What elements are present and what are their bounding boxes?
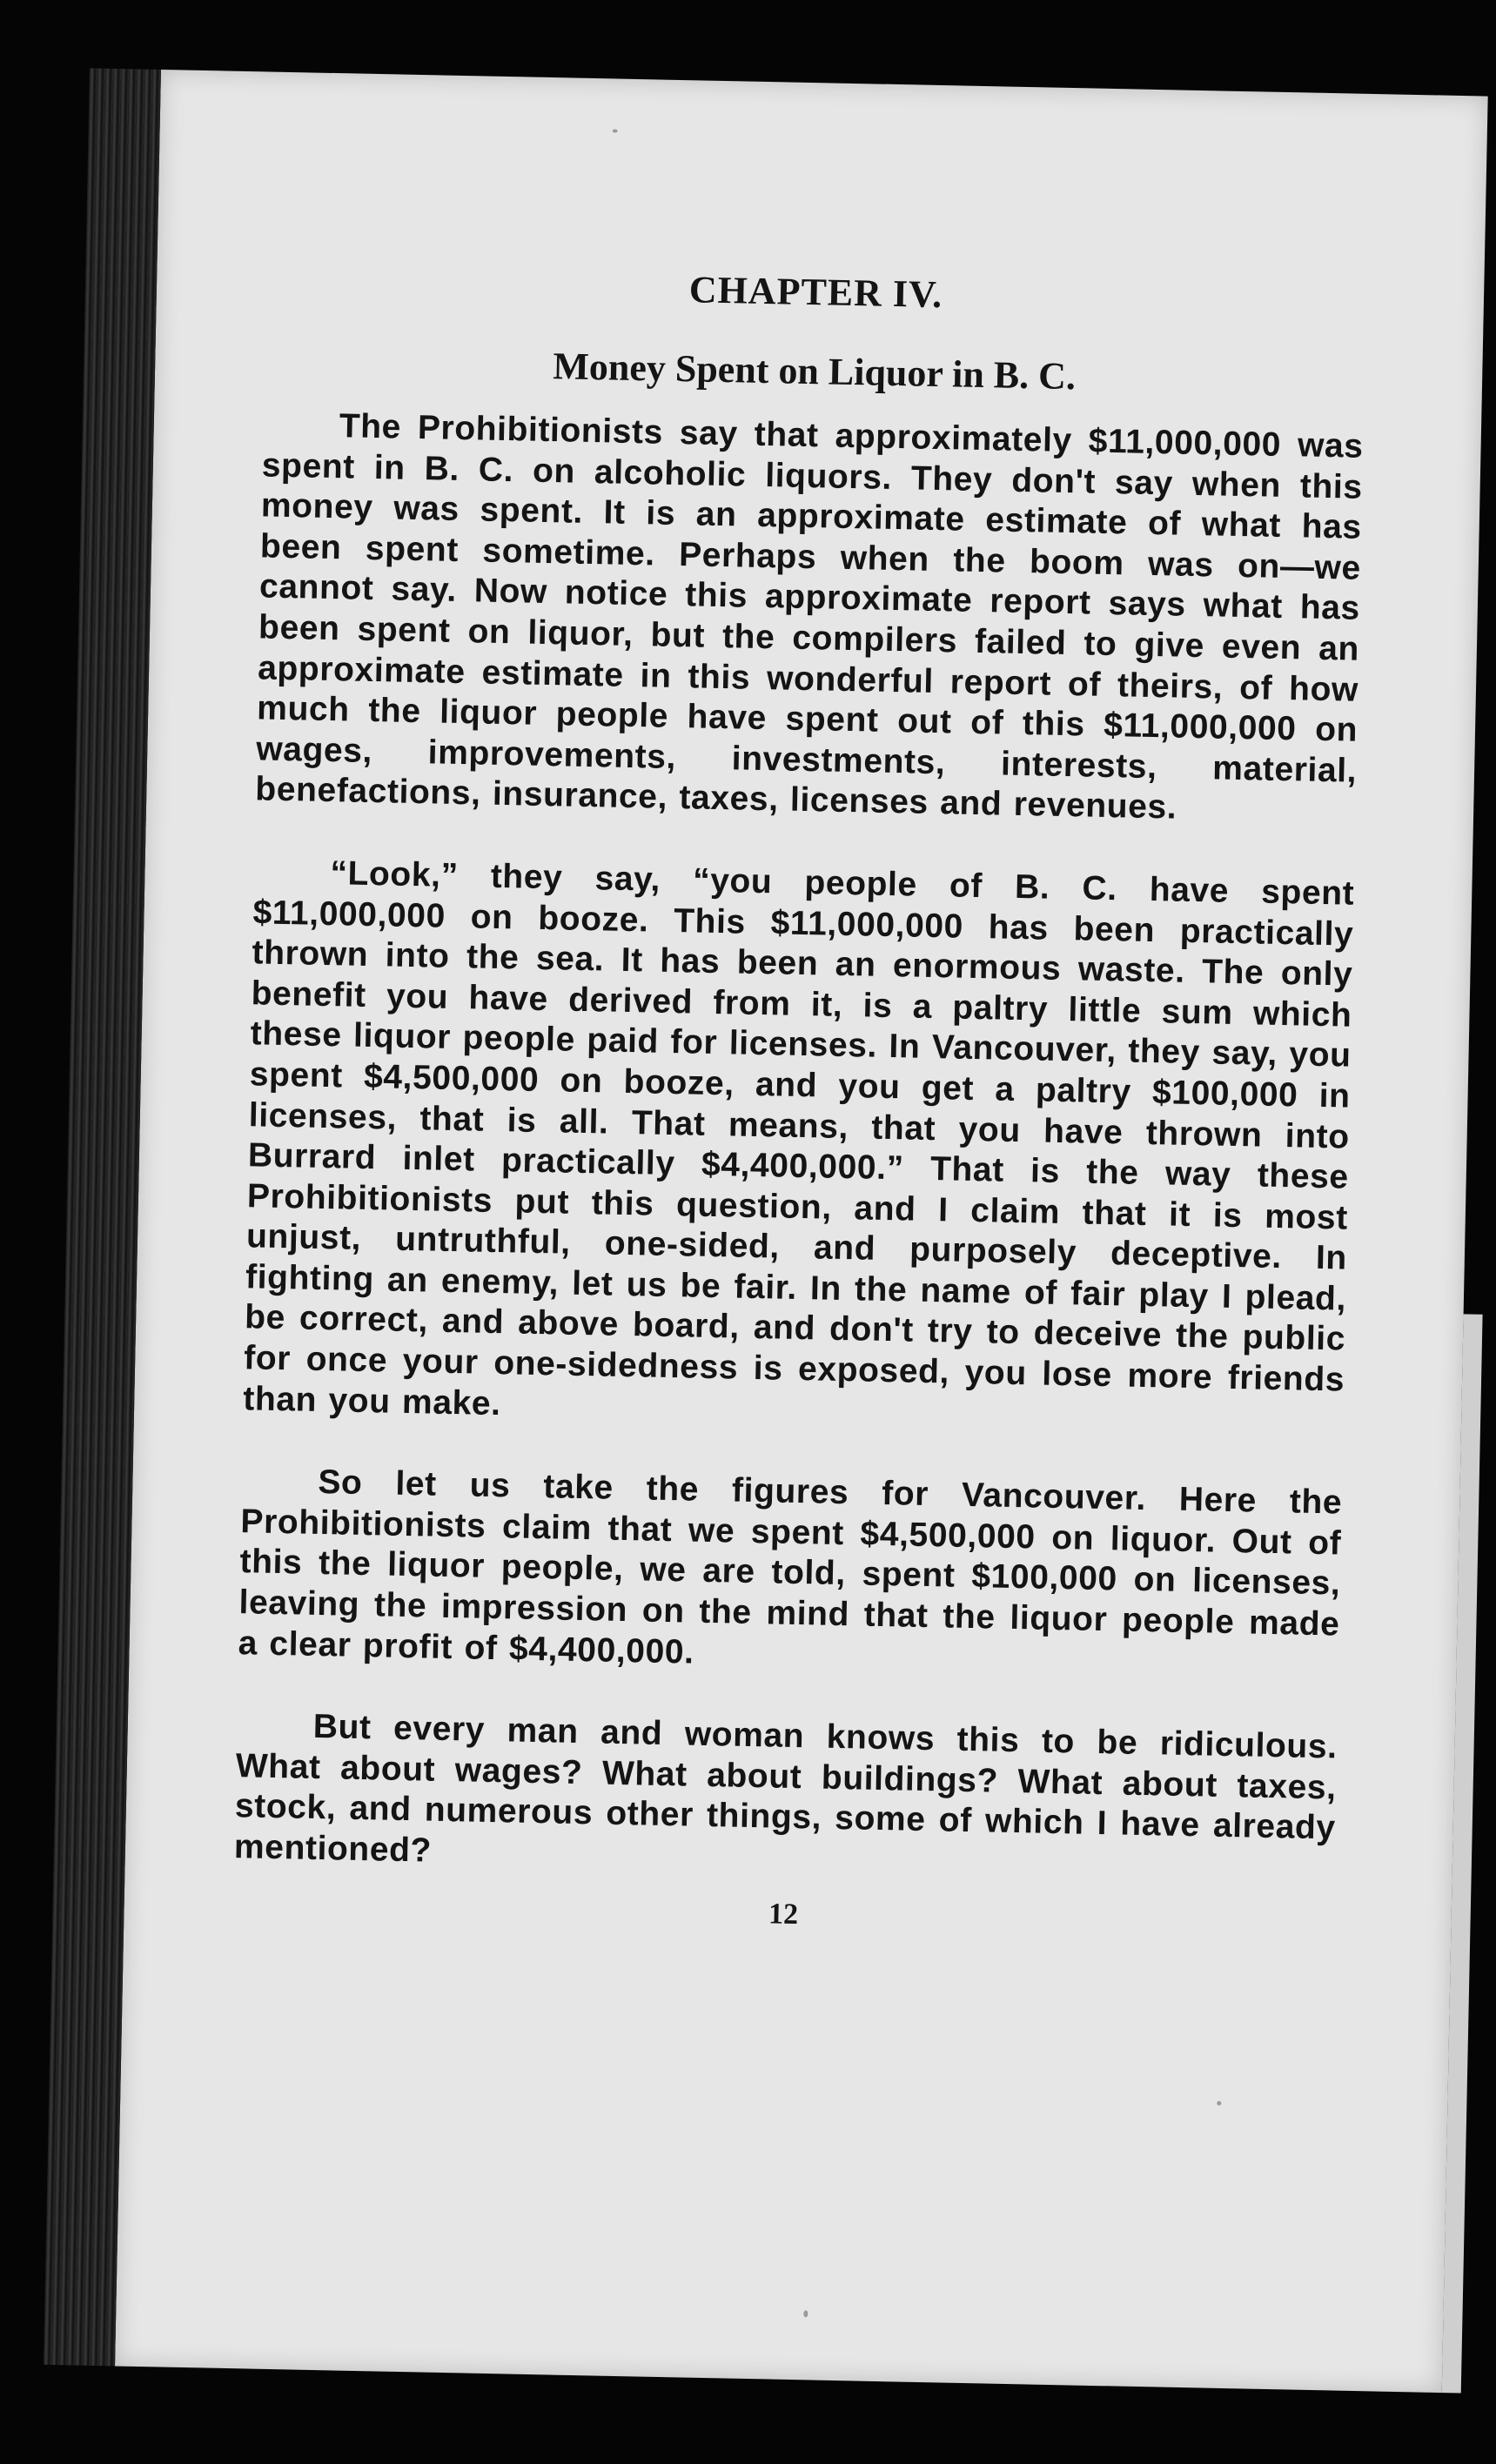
page-number: 12	[768, 1898, 799, 1931]
body-paragraph-4: But every man and woman knows this to be ridiculous. What about wages? What about buildings? What about taxes, stock, and numerous other things, some of which I have already mentioned?	[233, 1708, 1338, 1870]
chapter-title: CHAPTER IV.	[688, 268, 943, 317]
page-content	[232, 258, 1366, 1942]
page-edge	[1442, 1314, 1483, 2393]
body-paragraph-3: So let us take the figures for Vancouver. Here the Prohibitionists claim that we spent $4,500,000 on liquor. Out of this the liquor people, we are told, spent $100,000 on licenses, leaving the impression on the mind that the liquor people made a clear profit of $4,400,000.	[238, 1463, 1343, 1671]
body-paragraph-2: “Look,” they say, “you people of B. C. have spent $11,000,000 on booze. This $11,000,000 has been practically thrown into the sea. It has been an enormous waste. The only benefit you have derived from it, is a paltry little sum which these liquor people paid for licenses. In Vancouver, they say, you spent $4,500,000 on booze, and you get a paltry $100,000 in licenses, that is all. That means, that you have thrown into Burrard inlet practically $4,400,000.” That is the way these Prohibitionists put this question, and I claim that it is most unjust, untruthful, one-sided, and purposely deceptive. In fighting an enemy, let us be fair. In the name of fair play I plead, be correct, and above board, and don't try to deceive the public for once your one-sidedness is exposed, you lose more friends than you make.	[242, 854, 1355, 1423]
scan-speck	[1217, 2101, 1221, 2106]
book-page	[115, 70, 1488, 2393]
section-title: Money Spent on Liquor in B. C.	[552, 345, 1077, 398]
scan-speck	[803, 2310, 808, 2317]
book-spine	[44, 68, 161, 2366]
scan-speck	[613, 129, 618, 132]
body-paragraph-1: The Prohibitionists say that approximately $11,000,000 was spent in B. C. on alcoholic liquors. They don't say when this money was spent. It is an approximate estimate of what has been spent sometime. Perhaps when the boom was on—we cannot say. Now notice this approximate report says what has been spent on liquor, but the compilers failed to give even an approximate estimate in this wonderful report of theirs, of how much the liquor people have spent out of this $11,000,000 on wages, improvements, investments, interests, material, benefactions, insurance, taxes, licenses and revenues.	[254, 407, 1365, 827]
